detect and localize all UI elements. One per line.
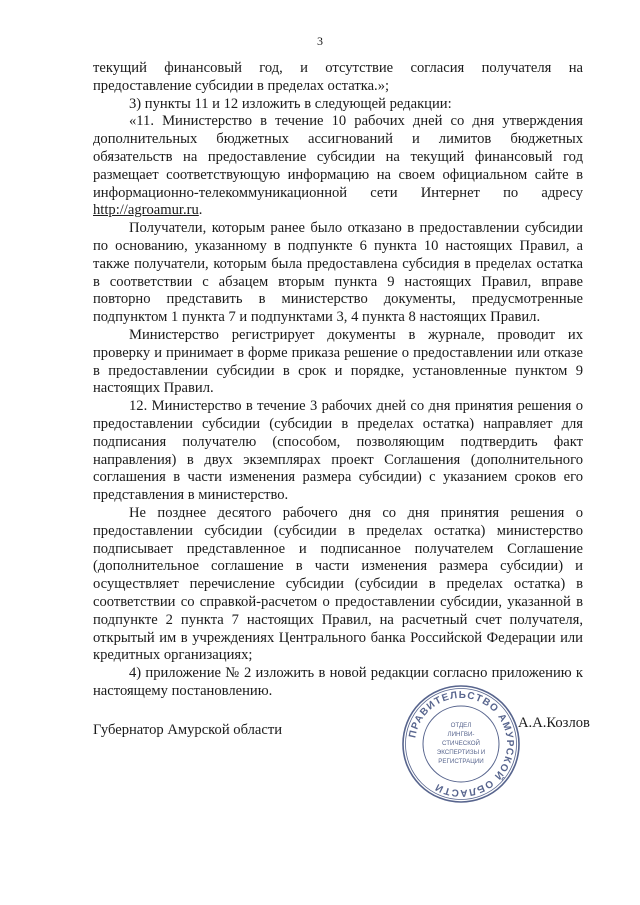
stamp-line: ЭКСПЕРТИЗЫ И — [436, 749, 486, 756]
stamp-line: РЕГИСТРАЦИИ — [438, 758, 484, 765]
official-stamp — [400, 683, 522, 805]
paragraph-recipients: Получатели, которым ранее было отказано в предоставлении субсидии по основанию, указанному в подпункте 6 пункта 10 настоящих Правил, а также получатели, которым была предоставлена субсидия в пределах остатка в соответствии с абзацем вторым пункта 9 настоящих Правил, вправе повторно представить в министерство документы, предусмотренные подпунктом 1 пункта 7 и подпунктами 3, 4 пункта 8 настоящих Правил. — [93, 220, 583, 326]
paragraph-payment-deadline: Не позднее десятого рабочего дня со дня принятия решения о предоставлении субсидии (субсидии в пределах остатка) министерство подписывает представленное и подписанное получателем Соглашение (дополнительное соглашение в части изменения размера субсидии) и осуществляет перечисление субсидии (субсидии в пределах остатка) в соответствии со справкой-расчетом о предоставлении субсидии, указанной в подпункте 2 пункта 7 настоящих Правил, на расчетный счет получателя, открытый им в учреждениях Центрального банка Российской Федерации или кредитных организациях; — [93, 504, 583, 664]
paragraph-continuation: текущий финансовый год, и отсутствие согласия получателя на предоставление субсидии в пределах остатка.»; — [93, 60, 583, 94]
link-suffix: . — [198, 202, 203, 219]
stamp-line: ОТДЕЛ — [450, 722, 472, 729]
signature-title: Губернатор Амурской области — [93, 722, 283, 738]
document-body — [93, 60, 583, 701]
stamp-line: ЛИНГВИ- — [447, 731, 475, 738]
paragraph-item-3: 3) пункты 11 и 12 изложить в следующей редакции: — [129, 95, 452, 112]
paragraph-clause-11 — [93, 113, 583, 220]
clause-11-text: «11. Министерство в течение 10 рабочих дней со дня утверждения дополнительных бюджетных ассигнований и лимитов бюджетных обязательств на предоставление субсидии на текущий финансовый год размещает соответствующую информацию на своем официальном сайте в информационно-телекоммуникационной сети Интернет по адресу — [93, 113, 583, 201]
website-link[interactable]: http://agroamur.ru — [93, 202, 199, 219]
paragraph-ministry-registers: Министерство регистрирует документы в журнале, проводит их проверку и принимает в форме приказа решение о предоставлении или отказе в предоставлении субсидии в срок и порядке, установленные пунктом 9 настоящих Правил. — [93, 326, 583, 397]
stamp-outer-text: ПРАВИТЕЛЬСТВО АМУРСКОЙ ОБЛАСТИ — [407, 689, 516, 799]
stamp-line: СТИЧЕСКОЙ — [441, 740, 481, 747]
signature-name: А.А.Козлов — [518, 715, 590, 731]
stamp-seal-icon — [400, 683, 522, 805]
paragraph-item-4: 4) приложение № 2 изложить в новой редакции согласно приложению к настоящему постановлению. — [93, 665, 583, 699]
paragraph-clause-12: 12. Министерство в течение 3 рабочих дней со дня принятия решения о предоставлении субсидии (субсидии в пределах остатка) направляет для подписания получателю (способом, позволяющим подтвердить факт направления) в двух экземплярах проект Соглашения (дополнительного соглашения в части изменения размера субсидии) с указанием сроков его представления в министерство. — [93, 398, 583, 504]
page-number: 3 — [317, 34, 323, 48]
